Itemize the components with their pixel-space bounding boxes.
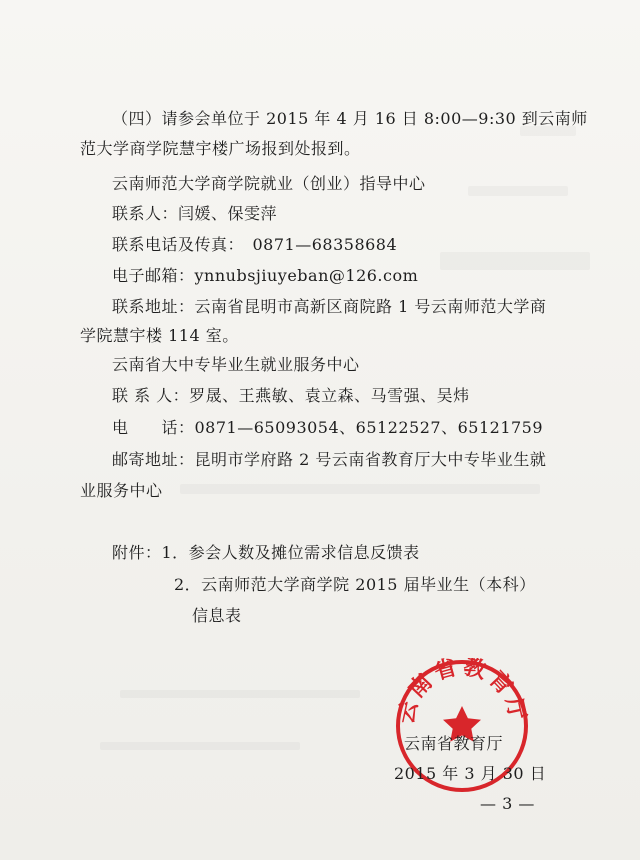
bleed-through-mark [100,742,300,750]
bleed-through-mark [440,252,590,270]
body-line: 联系地址：云南省昆明市高新区商院路 1 号云南师范大学商 [112,297,547,316]
body-line: 业服务中心 [80,481,163,500]
issue-date: 2015 年 3 月 30 日 [394,764,547,783]
body-line: 云南师范大学商学院就业（创业）指导中心 [112,174,426,193]
issuer-name: 云南省教育厅 [404,734,504,753]
body-line: （四）请参会单位于 2015 年 4 月 16 日 8:00—9:30 到云南师 [112,109,588,128]
body-line: 范大学商学院慧宇楼广场报到处报到。 [80,139,361,158]
body-line: 联系电话及传真： 0871—68358684 [112,235,398,254]
body-line: 电子邮箱：ynnubsjiuyeban@126.com [112,266,419,285]
body-line: 云南省大中专毕业生就业服务中心 [112,355,360,374]
body-line: 学院慧宇楼 114 室。 [80,326,239,345]
body-line: 电 话：0871—65093054、65122527、65121759 [112,418,544,437]
body-line: 联系人：闫媛、保雯萍 [112,204,278,223]
body-line: 联 系 人：罗晟、王燕敏、袁立森、马雪强、吴炜 [112,386,470,405]
attachment-line: 2．云南师范大学商学院 2015 届毕业生（本科） [174,575,536,594]
body-line: 邮寄地址：昆明市学府路 2 号云南省教育厅大中专毕业生就 [112,450,547,469]
bleed-through-mark [468,186,568,196]
attachment-line: 信息表 [192,606,242,625]
attachment-line: 附件：1．参会人数及摊位需求信息反馈表 [112,543,420,562]
seal-text: 云南省教育厅 [394,658,530,727]
bleed-through-mark [180,484,540,494]
bleed-through-mark [120,690,360,698]
page-number: — 3 — [480,794,535,813]
